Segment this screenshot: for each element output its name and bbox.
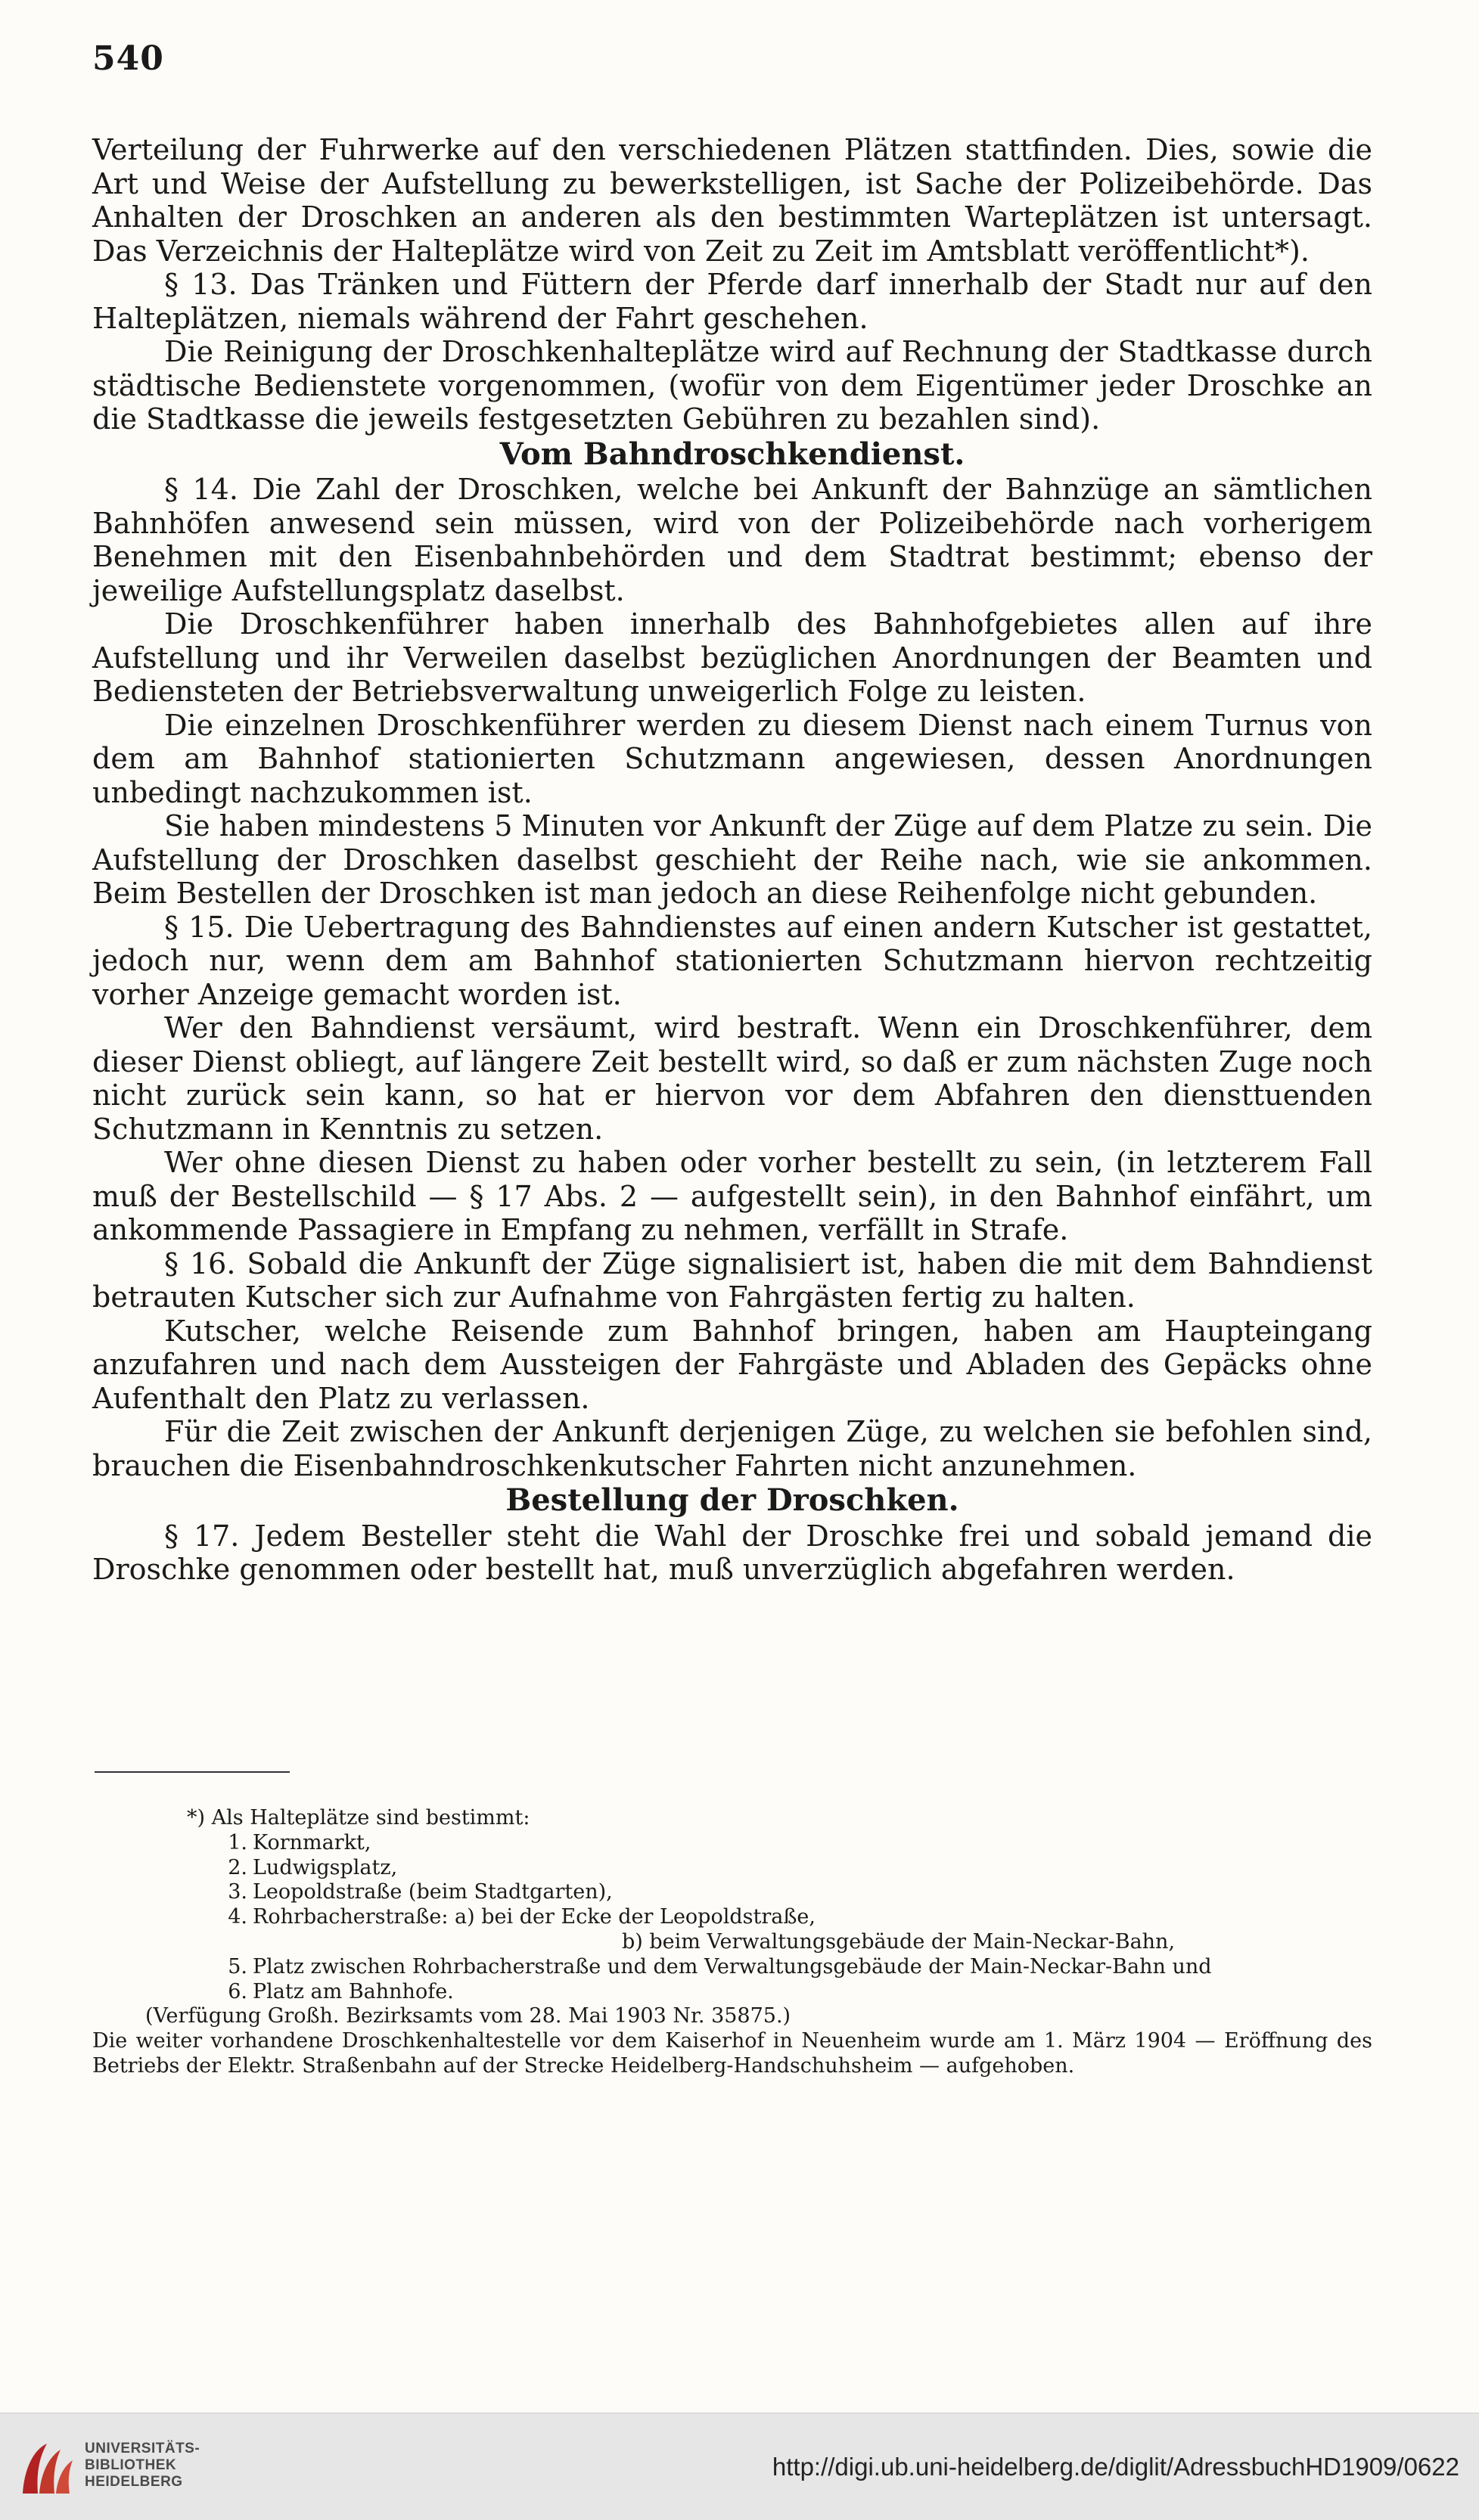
footnote-item-text: Rohrbacherstraße: a) bei der Ecke der Leopoldstraße, [253,1905,816,1929]
footnote-item [92,1955,1372,1980]
footnote-item-number: 3. [228,1880,247,1904]
permalink-url[interactable]: http://digi.ub.uni-heidelberg.de/diglit/AdressbuchHD1909/0622 [772,2453,1459,2481]
paragraph: Sie haben mindestens 5 Minuten vor Ankunft der Züge auf dem Platze zu sein. Die Aufstellung der Droschken daselbst geschieht der Reihe nach, wie sie ankommen. Beim Bestellen der Droschken ist man jedoch an diese Reihenfolge nicht gebunden. [92,809,1372,910]
section-heading: Vom Bahndroschkendienst. [499,436,965,472]
paragraph: Für die Zeit zwischen der Ankunft derjenigen Züge, zu welchen sie befohlen sind, brauchen die Eisenbahndroschkenkutscher Fahrten nicht anzunehmen. [92,1415,1372,1482]
paragraph: Wer den Bahndienst versäumt, wird bestraft. Wenn ein Droschkenführer, dem dieser Dienst obliegt, auf längere Zeit bestellt wird, so daß er zum nächsten Zuge noch nicht zurück sein kann, so hat er hiervon vor dem Abfahren den diensttuenden Schutzmann in Kenntnis zu setzen. [92,1011,1372,1146]
university-library-logo-icon [17,2439,77,2500]
paragraph: § 16. Sobald die Ankunft der Züge signalisiert ist, haben die mit dem Bahndienst betrauten Kutscher sich zur Aufnahme von Fahrgästen fertig zu halten. [92,1246,1372,1314]
footnote-item [92,1831,1372,1856]
footnote-item-text: Kornmarkt, [253,1830,371,1854]
footnote-item [92,1856,1372,1881]
paragraph: Verteilung der Fuhrwerke auf den verschiedenen Plätzen stattfinden. Dies, sowie die Art und Weise der Aufstellung zu bewerkstelligen, ist Sache der Polizeibehörde. Das Anhalten der Droschken an anderen als den bestimmten Warteplätzen ist untersagt. Das Verzeichnis der Halteplätze wird von Zeit zu Zeit im Amtsblatt veröffentlicht*). [92,133,1372,268]
paragraph: Die Droschkenführer haben innerhalb des Bahnhofgebietes allen auf ihre Aufstellung und ihr Verweilen daselbst bezüglichen Anordnungen der Beamten und Bediensteten der Betriebsverwaltung unweigerlich Folge zu leisten. [92,607,1372,708]
paragraph: Kutscher, welche Reisende zum Bahnhof bringen, haben am Haupteingang anzufahren und nach dem Aussteigen der Fahrgäste und Abladen des Gepäcks ohne Aufenthalt den Platz zu verlassen. [92,1314,1372,1415]
footnote-item [92,1905,1372,1930]
footnote-item-text: b) beim Verwaltungsgebäude der Main-Neckar-Bahn, [622,1929,1176,1954]
footnote-item-number: 5. [228,1954,247,1978]
footnote-item-number: 2. [228,1855,247,1879]
footnote-intro: *) Als Halteplätze sind bestimmt: [187,1806,530,1829]
footnote-item-text: Leopoldstraße (beim Stadtgarten), [253,1880,613,1904]
library-name-line: BIBLIOTHEK [85,2457,177,2473]
footnote-item-number: 4. [228,1905,247,1929]
footnote-divider [95,1771,290,1773]
paragraph: § 14. Die Zahl der Droschken, welche bei Ankunft der Bahnzüge an sämtlichen Bahnhöfen anwesend sein müssen, wird von der Polizeibehörde nach vorherigem Benehmen mit den Eisenbahnbehörden und dem Stadtrat bestimmt; ebenso der jeweilige Aufstellungsplatz daselbst. [92,473,1372,607]
footnote-item-text: Platz zwischen Rohrbacherstraße und dem Verwaltungsgebäude der Main-Neckar-Bahn und [253,1954,1212,1978]
paragraph: § 15. Die Uebertragung des Bahndienstes auf einen andern Kutscher ist gestattet, jedoch nur, wenn dem am Bahnhof stationierten Schutzmann hiervon rechtzeitig vorher Anzeige gemacht worden ist. [92,910,1372,1011]
paragraph: § 17. Jedem Besteller steht die Wahl der Droschke frei und sobald jemand die Droschke genommen oder bestellt hat, muß unverzüglich abgefahren werden. [92,1519,1372,1586]
footnote-note: Die weiter vorhandene Droschkenhaltestelle vor dem Kaiserhof in Neuenheim wurde am 1. März 1904 — Eröffnung des Betriebs der Elektr. Straßenbahn auf der Strecke Heidelberg-Handschuhsheim — aufgehoben. [92,2029,1372,2078]
footnote-item-text: Platz am Bahnhofe. [253,1979,454,2003]
footnote-item-number: 6. [228,1979,247,2003]
footnote-item [92,1980,1372,2005]
paragraph: Die Reinigung der Droschkenhalteplätze wird auf Rechnung der Stadtkasse durch städtische Bedienstete vorgenommen, (wofür von dem Eigentümer jeder Droschke an die Stadtkasse die jeweils festgesetzten Gebühren zu bezahlen sind). [92,335,1372,436]
page-number: 540 [92,39,164,78]
paragraph: § 13. Das Tränken und Füttern der Pferde darf innerhalb der Stadt nur auf den Halteplätzen, niemals während der Fahrt geschehen. [92,268,1372,335]
footnote-item [92,1880,1372,1905]
paragraph: Wer ohne diesen Dienst zu haben oder vorher bestellt zu sein, (in letzterem Fall muß der Bestellschild — § 17 Abs. 2 — aufgestellt sein), in den Bahnhof einfährt, um ankommende Passagiere in Empfang zu nehmen, verfällt in Strafe. [92,1146,1372,1246]
paragraph: Die einzelnen Droschkenführer werden zu diesem Dienst nach einem Turnus von dem am Bahnhof stationierten Schutzmann angewiesen, dessen Anordnungen unbedingt nachzukommen ist. [92,708,1372,809]
footnote-source: (Verfügung Großh. Bezirksamts vom 28. Mai 1903 Nr. 35875.) [145,2004,791,2028]
footnote-item [92,1930,1372,1955]
library-name [85,2441,200,2491]
footnote-item-text: Ludwigsplatz, [253,1855,398,1879]
section-heading: Bestellung der Droschken. [505,1482,959,1518]
footnote-item-number: 1. [228,1830,247,1854]
viewer-footer [0,2413,1479,2520]
library-name-line: UNIVERSITÄTS- [85,2441,200,2456]
footnote [92,1806,1372,2079]
footnote-list [92,1831,1372,2005]
library-name-line: HEIDELBERG [85,2474,183,2490]
body-text [92,133,1372,1587]
